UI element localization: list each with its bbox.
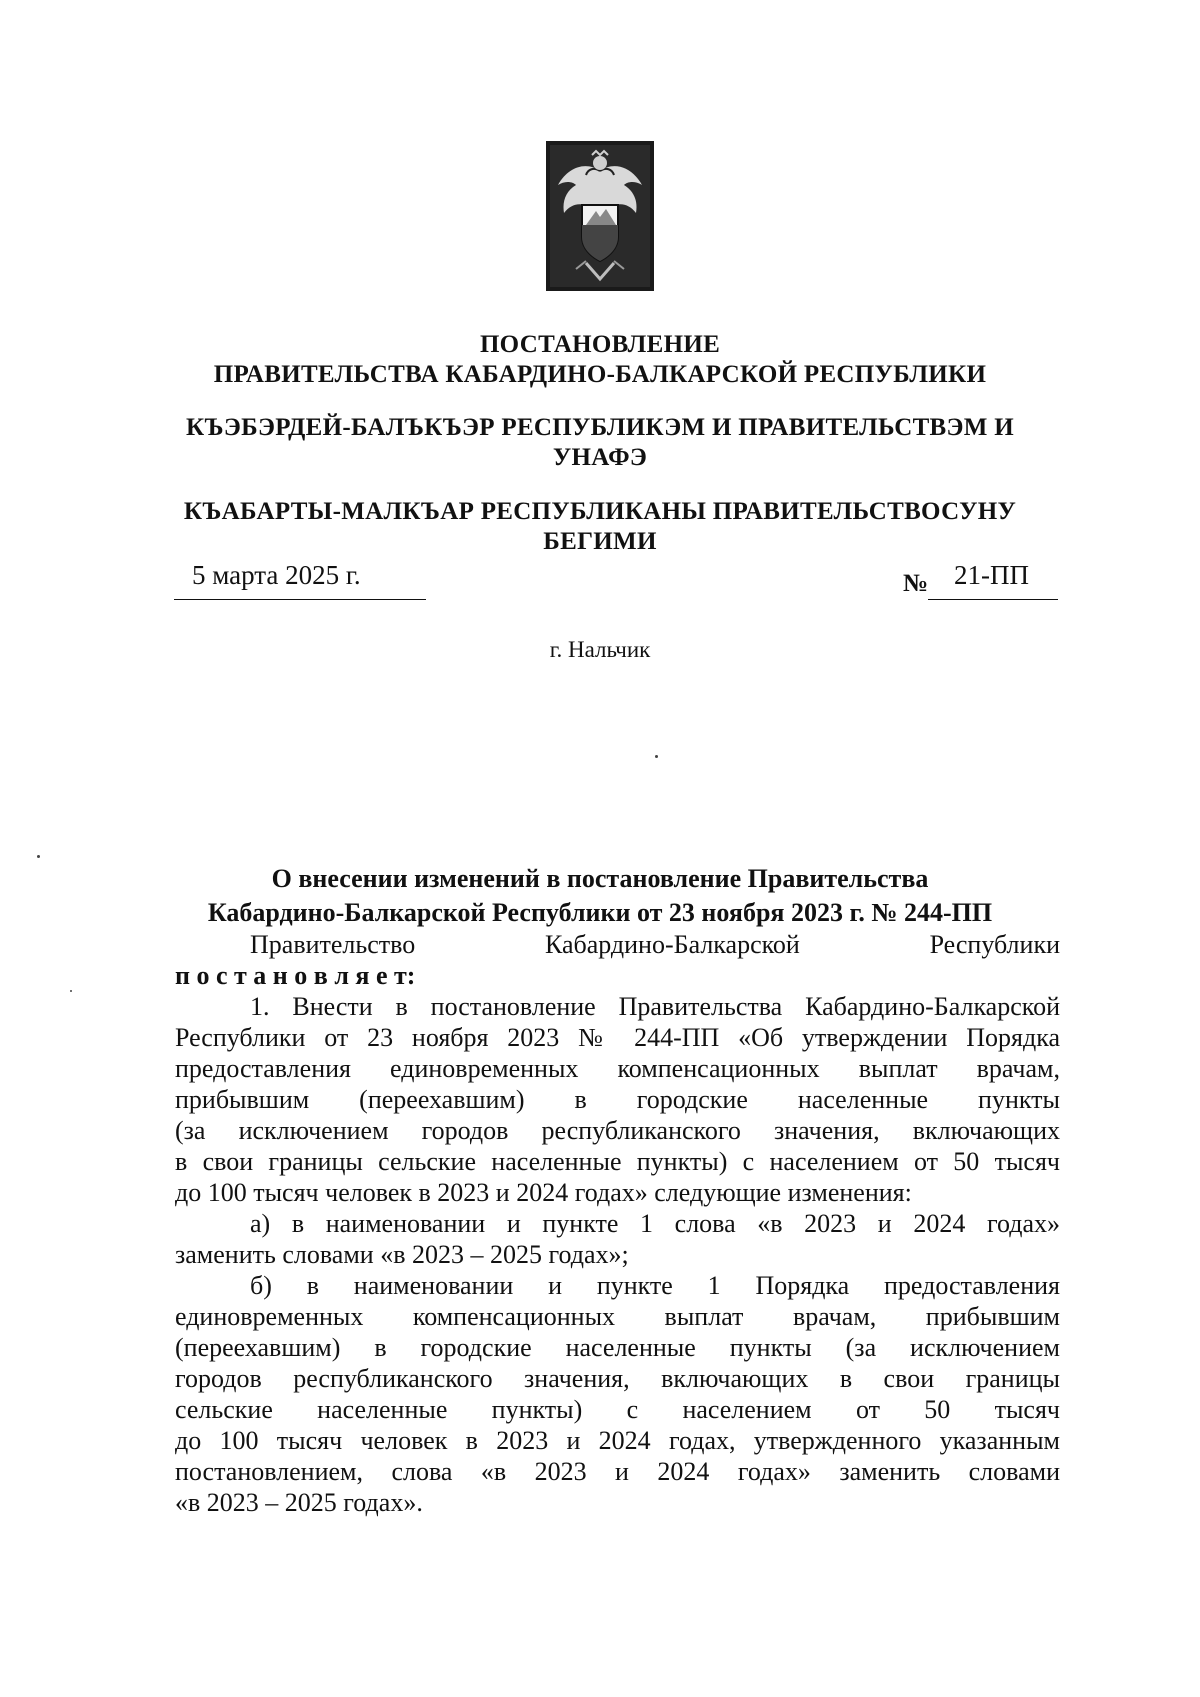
paragraph-1-first-line [250, 992, 1060, 1023]
scan-speck [655, 755, 658, 758]
paragraph-b-first-line: б) в наименовании и пункте 1 Порядка предоставления [250, 1271, 1060, 1300]
intro-word: Кабардино-Балкарской [544, 930, 800, 959]
paragraph-1-line: Республики от 23 ноября 2023 № 244-ПП «Об утверждении Порядка [175, 1023, 1060, 1052]
paragraph-b-line: сельские населенные пункты) с населением от 50 тысяч [175, 1395, 1060, 1424]
paragraph-1-line: (за исключением городов республиканского значения, включающих [175, 1116, 1060, 1145]
intro-line [250, 930, 1060, 961]
balkar-heading-line1: КЪАБАРТЫ-МАЛКЪАР РЕСПУБЛИКАНЫ ПРАВИТЕЛЬСТВОСУНУ [183, 498, 1017, 525]
doc-type-heading: ПОСТАНОВЛЕНИЕ [479, 331, 721, 358]
document-title-line2: Кабардино-Балкарской Республики от 23 ноября 2023 г. № 244-ПП [207, 898, 993, 927]
balkar-heading-line2: БЕГИМИ [543, 528, 657, 555]
document-number: 21-ПП [954, 560, 1029, 590]
paragraph-b-line: (переехавшим) в городские населенные пункты (за исключением [175, 1333, 1060, 1362]
paragraph-b-last-line: «в 2023 – 2025 годах». [175, 1488, 423, 1517]
scan-speck [70, 990, 72, 992]
number-underline [928, 599, 1058, 600]
document-title-line1: О внесении изменений в постановление Правительства [271, 864, 929, 893]
number-sign: № [903, 570, 929, 597]
paragraph-1-line: прибывшим (переехавшим) в городские населенные пункты [175, 1085, 1060, 1114]
intro-word: Правительство [250, 930, 416, 959]
paragraph-a-last-line: заменить словами «в 2023 – 2025 годах»; [175, 1240, 629, 1269]
paragraph-1-line: предоставления единовременных компенсационных выплат врачам, [175, 1054, 1060, 1083]
date-underline [174, 599, 426, 600]
paragraph-1-line: в свои границы сельские населенные пункты) с населением от 50 тысяч [175, 1147, 1060, 1176]
paragraph-1-last-line: до 100 тысяч человек в 2023 и 2024 годах» следующие изменения: [175, 1178, 912, 1207]
paragraph-a-first-line: а) в наименовании и пункте 1 слова «в 2023 и 2024 годах» [250, 1209, 1060, 1238]
paragraph-b-line: постановлением, слова «в 2023 и 2024 годах» заменить словами [175, 1457, 1060, 1486]
decrees-label: п о с т а н о в л я е т: [175, 961, 416, 990]
intro-word: Республики [929, 930, 1060, 959]
kabardian-heading-line2: УНАФЭ [552, 444, 648, 471]
paragraph-b-line: городов республиканского значения, включающих в свои границы [175, 1364, 1060, 1393]
paragraph-b-line: единовременных компенсационных выплат врачам, прибывшим [175, 1302, 1060, 1331]
city-label: г. Нальчик [549, 637, 651, 662]
paragraph-b-line: до 100 тысяч человек в 2023 и 2024 годах, утвержденного указанным [175, 1426, 1060, 1455]
paragraph-text: 1. Внести в постановление Правительства Кабардино-Балкарской [250, 992, 1060, 1021]
kabardian-heading-line1: КЪЭБЭРДЕЙ-БАЛЪКЪЭР РЕСПУБЛИКЭМ И ПРАВИТЕЛЬСТВЭМ И [186, 414, 1014, 441]
government-heading: ПРАВИТЕЛЬСТВА КАБАРДИНО-БАЛКАРСКОЙ РЕСПУБЛИКИ [213, 361, 987, 388]
document-date: 5 марта 2025 г. [192, 560, 361, 590]
coat-of-arms-icon [546, 141, 654, 291]
scan-speck [37, 855, 40, 858]
